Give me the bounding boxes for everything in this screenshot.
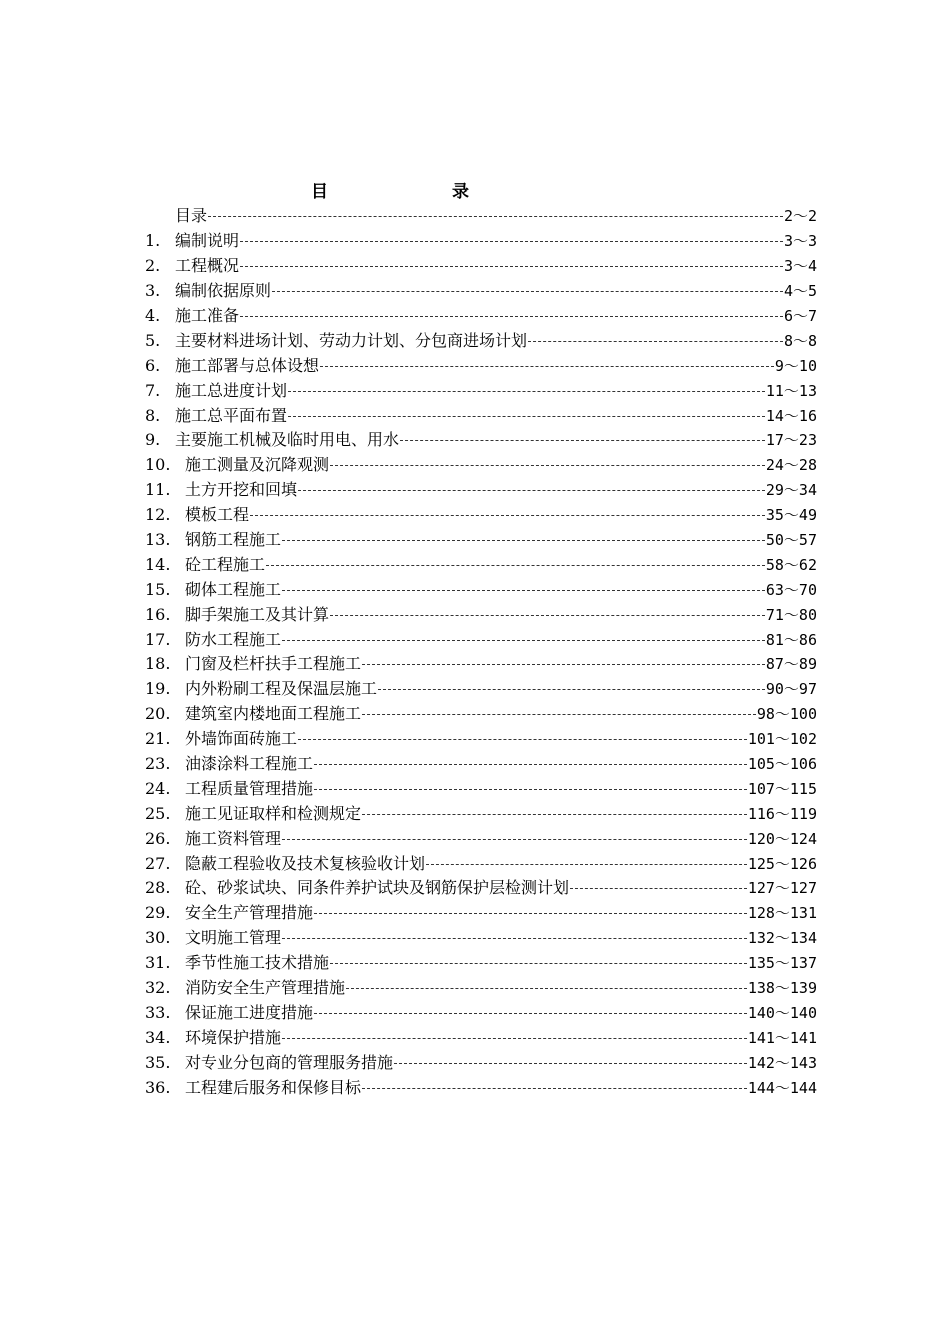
toc-entry-label: 施工总进度计划 [175, 380, 288, 400]
toc-entry[interactable] [145, 353, 817, 378]
toc-entry-label: 工程建后服务和保修目标 [185, 1077, 362, 1097]
toc-entry-number: 11. [145, 480, 171, 500]
toc-entry-number: 20. [145, 704, 171, 724]
toc-entry-number: 31. [145, 953, 171, 973]
toc-dash-leader [378, 677, 765, 701]
toc-entry[interactable] [145, 826, 817, 851]
toc-entry-pages: 17～23 [765, 431, 817, 450]
toc-entry-label: 安全生产管理措施 [185, 903, 314, 923]
toc-entry-pages: 3～4 [783, 257, 817, 276]
toc-entry-label: 隐蔽工程验收及技术复核验收计划 [185, 853, 426, 873]
toc-entry-pages: 90～97 [765, 680, 817, 699]
toc-entry[interactable] [145, 552, 817, 577]
toc-entry[interactable] [145, 229, 817, 254]
toc-entry[interactable] [145, 727, 817, 752]
toc-entry-pages: 58～62 [765, 555, 817, 574]
toc-entry-number: 8. [145, 405, 161, 425]
toc-entry-label: 外墙饰面砖施工 [185, 729, 298, 749]
toc-entry[interactable] [145, 602, 817, 627]
toc-entry-number: 12. [145, 505, 171, 525]
toc-entry-label: 环境保护措施 [185, 1027, 282, 1047]
toc-entry[interactable] [145, 403, 817, 428]
toc-entry[interactable] [145, 328, 817, 353]
toc-dash-leader [282, 1026, 747, 1050]
toc-entry-pages: 141～141 [747, 1028, 817, 1047]
toc-entry-number: 26. [145, 828, 171, 848]
toc-entry[interactable] [145, 204, 817, 229]
toc-entry[interactable] [145, 1075, 817, 1100]
toc-entry-number: 24. [145, 778, 171, 798]
toc-dash-leader [362, 652, 765, 676]
toc-dash-leader [362, 702, 756, 726]
toc-entry-label: 编制依据原则 [175, 281, 272, 301]
toc-entry-label: 编制说明 [175, 231, 240, 251]
toc-entry[interactable] [145, 528, 817, 553]
toc-entry-number: 23. [145, 754, 171, 774]
toc-entry-label: 门窗及栏杆扶手工程施工 [185, 654, 362, 674]
toc-entry-number: 34. [145, 1027, 171, 1047]
toc-dash-leader [362, 1076, 747, 1100]
toc-entry-label: 季节性施工技术措施 [185, 953, 330, 973]
toc-entry-pages: 140～140 [747, 1003, 817, 1022]
toc-dash-leader [298, 478, 765, 502]
toc-entry-label: 文明施工管理 [185, 928, 282, 948]
toc-entry-pages: 135～137 [747, 954, 817, 973]
toc-entry-label: 钢筋工程施工 [185, 530, 282, 550]
toc-entry-label: 施工资料管理 [185, 828, 282, 848]
toc-dash-leader [272, 279, 783, 303]
toc-entry-label: 建筑室内楼地面工程施工 [185, 704, 362, 724]
toc-entry-number: 17. [145, 629, 171, 649]
toc-entry-number: 16. [145, 604, 171, 624]
toc-entry-pages: 105～106 [747, 755, 817, 774]
toc-entry-number: 14. [145, 554, 171, 574]
toc-entry-pages: 107～115 [747, 779, 817, 798]
toc-entry-pages: 87～89 [765, 655, 817, 674]
toc-entry[interactable] [145, 652, 817, 677]
toc-dash-leader [426, 852, 747, 876]
toc-dash-leader [362, 802, 747, 826]
toc-entry-number: 21. [145, 729, 171, 749]
toc-entry-number: 6. [145, 355, 161, 375]
toc-entry-label: 施工准备 [175, 306, 240, 325]
toc-entry[interactable] [145, 702, 817, 727]
toc-dash-leader [250, 503, 765, 527]
toc-entry[interactable] [145, 976, 817, 1001]
toc-dash-leader [282, 528, 765, 552]
toc-entry-pages: 50～57 [765, 531, 817, 550]
toc-entry-label: 模板工程 [185, 505, 250, 525]
toc-entry[interactable] [145, 851, 817, 876]
toc-entry[interactable] [145, 1001, 817, 1026]
toc-entry-number: 29. [145, 903, 171, 923]
toc-entry-label: 主要材料进场计划、劳动力计划、分包商进场计划 [175, 330, 528, 350]
toc-entry[interactable] [145, 876, 817, 901]
toc-entry-label: 目录 [175, 206, 208, 226]
toc-dash-leader [282, 628, 765, 652]
toc-entry-label: 对专业分包商的管理服务措施 [185, 1052, 394, 1072]
toc-entry-pages: 144～144 [747, 1078, 817, 1097]
toc-entry-pages: 81～86 [765, 630, 817, 649]
toc-entry-pages: 9～10 [774, 356, 817, 375]
toc-dash-leader [282, 578, 765, 602]
toc-entry-label: 土方开挖和回填 [185, 480, 298, 500]
toc-entry-number: 28. [145, 878, 171, 898]
toc-dash-leader [288, 404, 765, 428]
toc-entry-number: 32. [145, 978, 171, 998]
toc-entry-label: 消防安全生产管理措施 [185, 978, 346, 998]
toc-entry-number: 7. [145, 380, 161, 400]
toc-entry-pages: 71～80 [765, 605, 817, 624]
toc-entry-number: 15. [145, 579, 171, 599]
toc-dash-leader [314, 1001, 747, 1025]
toc-entry-label: 砼、砂浆试块、同条件养护试块及钢筋保护层检测计划 [185, 878, 570, 898]
toc-dash-leader [314, 752, 747, 776]
toc-entry-label: 工程概况 [175, 256, 240, 276]
toc-dash-leader [570, 876, 747, 900]
toc-entry-label: 防水工程施工 [185, 629, 282, 649]
toc-entry[interactable] [145, 478, 817, 503]
toc-entry-number: 25. [145, 803, 171, 823]
toc-entry-pages: 6～7 [783, 307, 817, 325]
toc-entry-pages: 116～119 [747, 804, 817, 823]
toc-entry[interactable] [145, 926, 817, 951]
toc-entry-label: 工程质量管理措施 [185, 778, 314, 798]
toc-dash-leader [330, 453, 765, 477]
toc-entry[interactable] [145, 428, 817, 453]
toc-entry[interactable] [145, 453, 817, 478]
toc-entry-number: 2. [145, 256, 161, 276]
toc-entry[interactable] [145, 677, 817, 702]
toc-entry-label: 施工部署与总体设想 [175, 355, 320, 375]
toc-entry[interactable] [145, 951, 817, 976]
toc-entry-pages: 8～8 [783, 331, 817, 350]
toc-entry-label: 主要施工机械及临时用电、用水 [175, 430, 400, 450]
toc-entry-label: 砼工程施工 [185, 554, 266, 574]
toc-dash-leader [208, 204, 783, 228]
toc-entry-pages: 125～126 [747, 854, 817, 873]
toc-entry[interactable] [145, 304, 817, 329]
toc-entry-number: 1. [145, 231, 161, 251]
toc-entry[interactable] [145, 776, 817, 801]
toc-entry-pages: 101～102 [747, 730, 817, 749]
toc-entry-number: 19. [145, 679, 171, 699]
toc-entry-label: 油漆涂料工程施工 [185, 754, 314, 774]
toc-entry-pages: 2～2 [783, 207, 817, 226]
toc-dash-leader [330, 951, 747, 975]
toc-dash-leader [240, 229, 783, 253]
toc-entry-pages: 14～16 [765, 406, 817, 425]
toc-dash-leader [400, 428, 765, 452]
toc-entry-number: 3. [145, 281, 161, 301]
toc-entry-label: 保证施工进度措施 [185, 1002, 314, 1022]
toc-dash-leader [528, 329, 783, 353]
toc-entry-pages: 29～34 [765, 481, 817, 500]
toc-entry[interactable] [145, 752, 817, 777]
toc-entry-number: 9. [145, 430, 161, 450]
toc-entry-pages: 63～70 [765, 580, 817, 599]
toc-entry[interactable] [145, 279, 817, 304]
toc-dash-leader [282, 926, 747, 950]
toc-entry[interactable] [145, 503, 817, 528]
toc-title: 目 录 [311, 182, 499, 202]
toc-entry-number: 33. [145, 1002, 171, 1022]
toc-entry-pages: 128～131 [747, 904, 817, 923]
toc-entry-label: 施工测量及沉降观测 [185, 455, 330, 475]
toc-entry-pages: 11～13 [765, 381, 817, 400]
toc-entry-pages: 138～139 [747, 979, 817, 998]
toc-entry-number: 35. [145, 1052, 171, 1072]
toc-entry[interactable] [145, 378, 817, 403]
toc-entry-number: 30. [145, 928, 171, 948]
toc-entry[interactable] [145, 901, 817, 926]
toc-entry-pages: 24～28 [765, 456, 817, 475]
toc-dash-leader [346, 976, 747, 1000]
toc-entry-number: 4. [145, 306, 161, 325]
toc-dash-leader [288, 379, 765, 403]
toc-dash-leader [314, 777, 747, 801]
toc-entry-number: 5. [145, 330, 161, 350]
toc-entry-number: 13. [145, 530, 171, 550]
toc-entry[interactable] [145, 627, 817, 652]
toc-entry-label: 脚手架施工及其计算 [185, 604, 330, 624]
toc-entry-label: 施工总平面布置 [175, 405, 288, 425]
toc-entry[interactable] [145, 801, 817, 826]
toc-entry-label: 砌体工程施工 [185, 579, 282, 599]
toc-entry-number: 18. [145, 654, 171, 674]
toc-dash-leader [314, 901, 747, 925]
toc-entry-number: 10. [145, 455, 171, 475]
toc-entry-pages: 127～127 [747, 879, 817, 898]
toc-entry[interactable] [145, 1050, 817, 1075]
toc-entry-pages: 142～143 [747, 1053, 817, 1072]
toc-dash-leader [330, 603, 765, 627]
toc-list [145, 204, 817, 1100]
toc-entry[interactable] [145, 577, 817, 602]
toc-entry-number: 36. [145, 1077, 171, 1097]
toc-entry-number: 27. [145, 853, 171, 873]
toc-entry-pages: 35～49 [765, 506, 817, 525]
toc-entry-pages: 4～5 [783, 282, 817, 301]
toc-dash-leader [266, 553, 765, 577]
toc-entry-pages: 3～3 [783, 232, 817, 251]
toc-dash-leader [320, 354, 774, 378]
toc-dash-leader [282, 827, 747, 851]
toc-dash-leader [298, 727, 747, 751]
toc-dash-leader [240, 304, 783, 328]
toc-entry-pages: 98～100 [756, 705, 817, 724]
toc-entry[interactable] [145, 1025, 817, 1050]
toc-entry-label: 施工见证取样和检测规定 [185, 803, 362, 823]
toc-dash-leader [394, 1051, 747, 1075]
toc-entry[interactable] [145, 254, 817, 279]
toc-entry-pages: 132～134 [747, 929, 817, 948]
toc-entry-pages: 120～124 [747, 829, 817, 848]
toc-dash-leader [240, 254, 783, 278]
toc-entry-label: 内外粉刷工程及保温层施工 [185, 679, 378, 699]
